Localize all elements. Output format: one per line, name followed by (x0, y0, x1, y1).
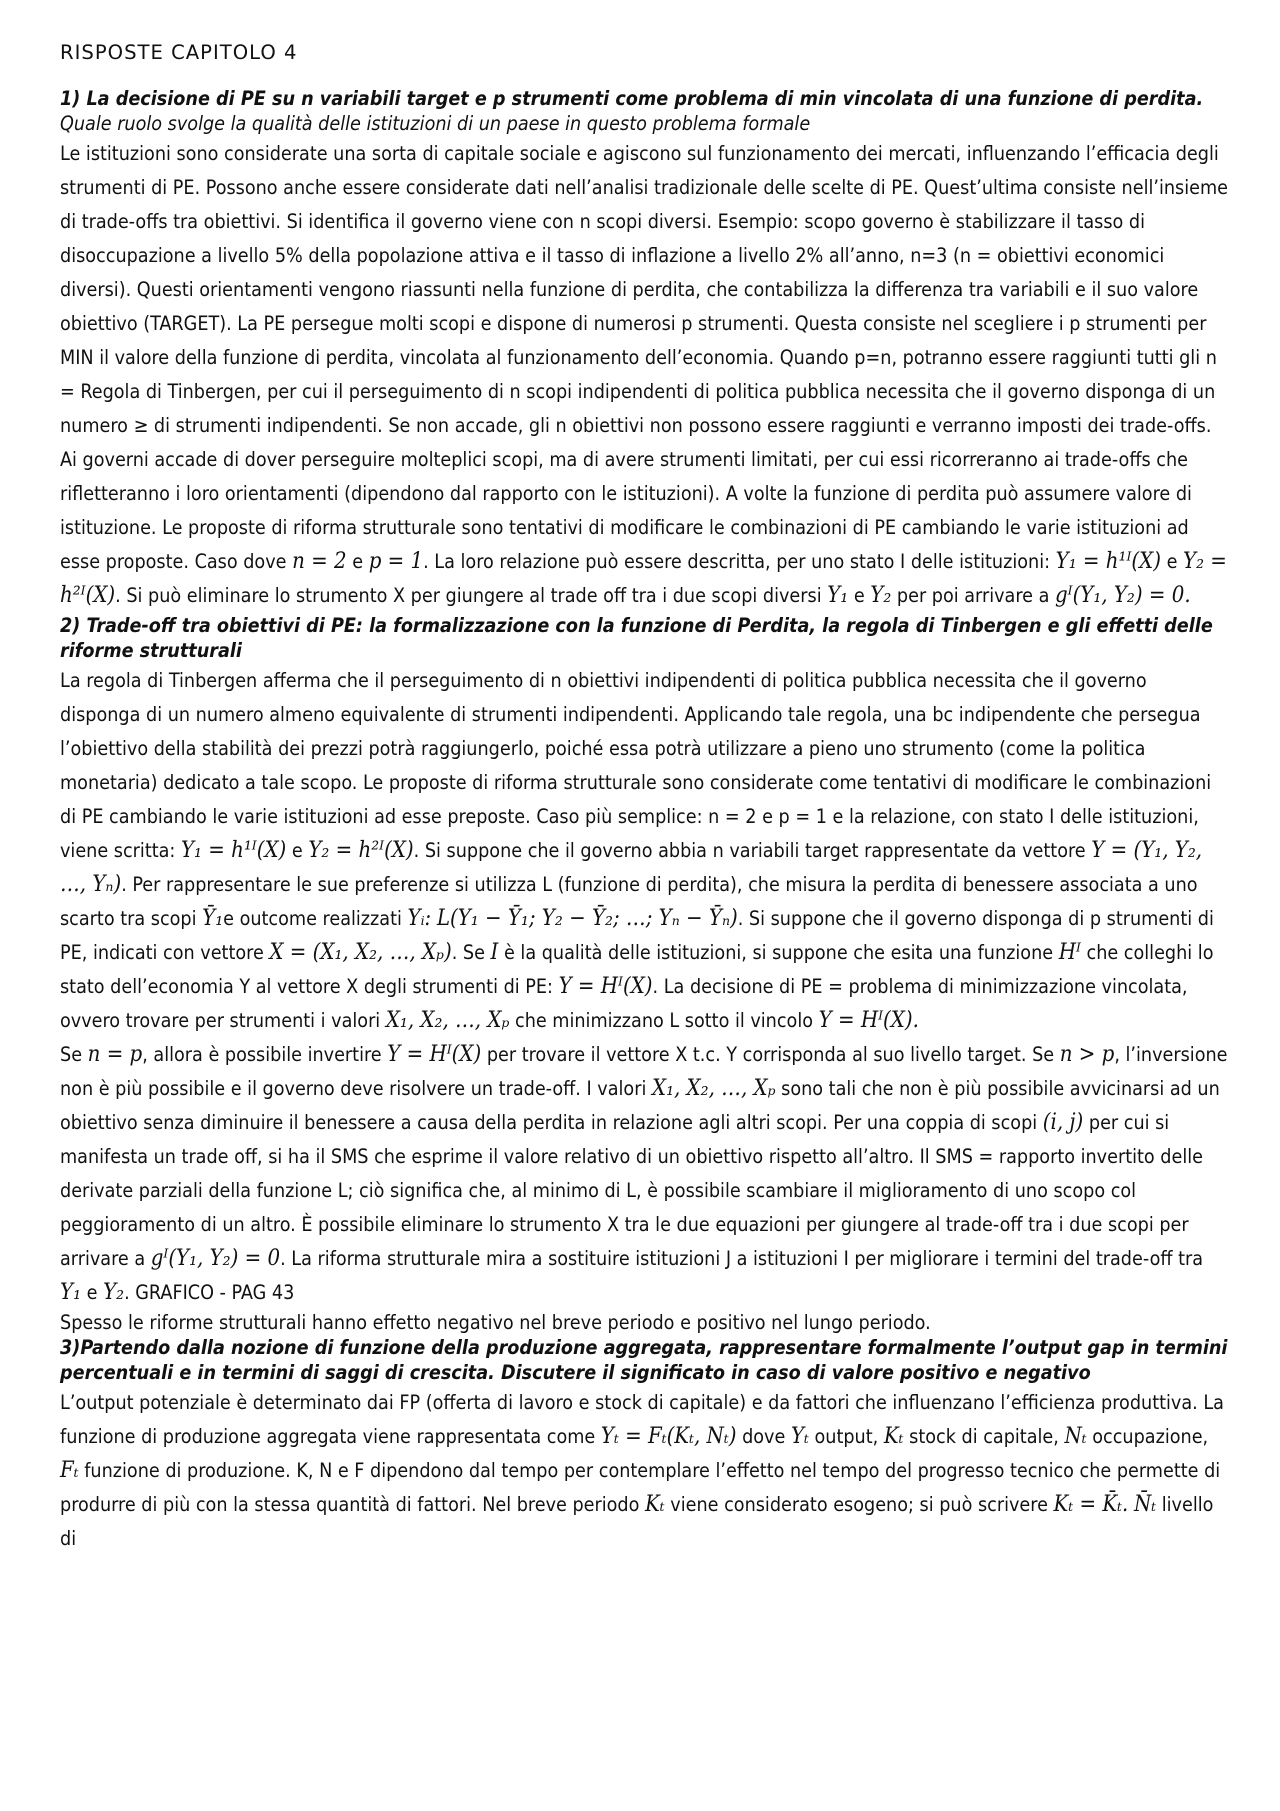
equation: gᴵ(Y₁, Y₂) = 0 (150, 1245, 281, 1271)
answer-2-text: . Per rappresentare le sue preferenze si utilizza L (funzione di perdita), che misura la perdita di benessere associata a uno scarto tra scopi (60, 872, 1198, 930)
equation: Y₁ = h¹ᴵ(X) (180, 837, 287, 863)
equation: Fₜ (60, 1457, 79, 1483)
equation: Y₁ = h¹ᴵ(X) (1055, 548, 1161, 574)
question-1-title: 1) La decisione di PE su n variabili target e p strumenti come problema di min vincolata di una funzione di perdita. (60, 87, 1204, 110)
answer-2-text: per cui si manifesta un trade off, si ha il SMS che esprime il valore relativo di un obiettivo rispetto all’altro. Il SMS = rapporto invertito delle derivate parziali della funzione L; ciò significa che, al minimo di L, è possibile scambiare il miglioramento di uno scopo col peggioramento di un altro. È possibile eliminare lo strumento X tra le due equazioni per giungere al trade-off tra i due scopi per arrivare a (60, 1110, 1203, 1270)
equation: Y₂ (103, 1279, 125, 1305)
answer-1-text-a: Le istituzioni sono considerate una sorta di capitale sociale e agiscono sul funzionamento dei mercati, influenzando l’efficacia degli strumenti di PE. Possono anche essere considerate dati nell’analisi tradizionale delle scelte di PE. Quest’ultima consiste nell’insieme di trade-offs tra obiettivi. Si identifica il governo viene con n scopi diversi. Esempio: scopo governo è stabilizzare il tasso di disoccupazione a livello 5% della popolazione attiva e il tasso di inflazione a livello 2% all’anno, n=3 (n = obiettivi economici diversi). Questi orientamenti vengono riassunti nella funzione di perdita, che contabilizza la differenza tra variabili e il suo valore obiettivo (TARGET). La PE persegue molti scopi e dispone di numerosi p strumenti. Questa consiste nel scegliere i p strumenti per MIN il valore della funzione di perdita, vincolata al funzionamento dell’economia. Quando p=n, potranno essere raggiunti tutti gli n = Regola di Tinbergen, per cui il perseguimento di n scopi indipendenti di politica pubblica necessita che il governo disponga di un numero ≥ di strumenti indipendenti. Se non accade, gli n obiettivi non possono essere raggiunti e verranno imposti dei trade-offs. Ai governi accade di dover perseguire molteplici scopi, ma di avere strumenti limitati, per cui essi ricorreranno ai trade-offs che rifletteranno i loro orientamenti (dipendono dal rapporto con le istituzioni). A volte la funzione di perdita può assumere valore di istituzione. Le proposte di riforma strutturale sono tentativi di modificare le combinazioni di PE cambiando le varie istituzioni ad esse proposte. Caso dove (60, 141, 1228, 573)
equation: n = p (87, 1041, 143, 1067)
equation: X = (X₁, X₂, …, Xₚ) (269, 939, 452, 965)
answer-1-text-c: . Si può eliminare lo strumento X per giungere al trade off tra i due scopi diversi (115, 583, 822, 607)
question-1-subtitle: Quale ruolo svolge la qualità delle istituzioni di un paese in questo problema formale (60, 112, 811, 136)
answer-2-text: che minimizzano L sotto il vincolo (515, 1008, 814, 1032)
answer-2-text: per trovare il vettore X t.c. Y corrisponda al suo livello target. Se (486, 1042, 1055, 1066)
equation: Yᵢ: (407, 905, 432, 931)
equation: Kₜ = K̄ₜ. (1053, 1491, 1129, 1517)
answer-1-text-b: . La loro relazione può essere descritta, per uno stato I delle istituzioni: (423, 549, 1051, 573)
equation: X₁, X₂, …, Xₚ (651, 1075, 776, 1101)
answer-2-text: , allora è possibile invertire (142, 1042, 382, 1066)
answer-3-text: L’output potenziale è determinato dai FP (offerta di lavoro e stock di capitale) e da fattori che influenzano l’efficienza produttiva. La funzione di produzione aggregata viene rappresentata come (60, 1390, 1224, 1448)
equation: Y = (Y₁, Y₂, …, Yₙ) (60, 837, 1203, 897)
answer-2-conclusion: Spesso le riforme strutturali hanno effetto negativo nel breve periodo e positivo nel lungo periodo. (60, 1310, 931, 1334)
equation: Y₁ (827, 582, 849, 608)
equation: Ȳ₁ (202, 905, 224, 931)
equation: n > p (1059, 1041, 1115, 1067)
equation: Y = Hᴵ(X) (558, 973, 653, 999)
answer-3-text: stock di capitale, (909, 1424, 1059, 1448)
answer-2-text: . Si suppone che il governo abbia n variabili target rappresentate da vettore (413, 838, 1086, 862)
answer-2-text: , l’inversione non è più possibile e il governo deve risolvere un trade-off. I valori (60, 1042, 1228, 1100)
equation: Y₂ (870, 582, 892, 608)
equation: I (490, 939, 499, 965)
equation: p = 1 (368, 548, 424, 574)
answer-3 (60, 1386, 1228, 1556)
equation: Y = Hᴵ(X) (387, 1041, 482, 1067)
answer-3-text: livello di (60, 1492, 1214, 1550)
answer-2-text: e outcome realizzati (223, 906, 402, 930)
equation: L(Y₁ − Ȳ₁; Y₂ − Ȳ₂; …; Yₙ − Ȳₙ) (436, 905, 738, 931)
answer-2-text: . Si suppone che il governo disponga di p strumenti di PE, indicati con vettore (60, 906, 1214, 964)
answer-2-text: sono tali che non è più possibile avvicinarsi ad un obiettivo senza diminuire il benessere a causa della perdita in relazione agli altri scopi. Per una coppia di scopi (60, 1076, 1220, 1134)
document-page (60, 41, 1228, 1556)
question-2-title: 2) Trade-off tra obiettivi di PE: la formalizzazione con la funzione di Perdita, la regola di Tinbergen e gli effetti delle riforme strutturali (60, 613, 1213, 663)
equation: N̄ₜ (1133, 1491, 1157, 1517)
equation: Y₂ = h²ᴵ(X) (60, 548, 1227, 608)
equation: n = 2 (292, 548, 347, 574)
equation: Y = Hᴵ(X). (818, 1007, 919, 1033)
answer-2-text: . Se (451, 940, 485, 964)
answer-3-text: output, (814, 1424, 879, 1448)
conjunction: e (1166, 549, 1178, 573)
answer-3-text: occupazione, (1092, 1424, 1209, 1448)
answer-3-text: viene considerato esogeno; si può scrivere (670, 1492, 1048, 1516)
answer-2-text: che colleghi lo stato dell’economia Y al vettore X degli strumenti di PE: (60, 940, 1214, 998)
answer-2-text: . La riforma strutturale mira a sostituire istituzioni J a istituzioni I per migliorare i termini del trade-off tra (280, 1246, 1204, 1270)
conjunction: e (291, 838, 303, 862)
answer-1 (60, 137, 1228, 613)
answer-2-continued (60, 1038, 1228, 1310)
equation: Nₜ (1064, 1423, 1087, 1449)
equation: Kₜ (883, 1423, 904, 1449)
cut-off-header: RISPOSTE CAPITOLO 4 (60, 41, 298, 64)
equation: (i, j) (1042, 1109, 1084, 1135)
answer-2-text: Se (60, 1042, 83, 1066)
conjunction: e (86, 1280, 98, 1304)
equation: X₁, X₂, …, Xₚ (385, 1007, 510, 1033)
answer-2-text: La regola di Tinbergen afferma che il perseguimento di n obiettivi indipendenti di politica pubblica necessita che il governo disponga di un numero almeno equivalente di strumenti indipendenti. Applicando tale regola, una bc indipendente che persegua l’obiettivo della stabilità dei prezzi potrà raggiungerlo, poiché essa potrà utilizzare a pieno uno strumento (come la politica monetaria) dedicato a tale scopo. Le proposte di riforma strutturale sono considerate come tentativi di modificare le combinazioni di PE cambiando le varie istituzioni ad esse preposte. Caso più semplice: n = 2 e p = 1 e la relazione, con stato I delle istituzioni, viene scritta: (60, 668, 1212, 862)
equation: Y₁ (60, 1279, 81, 1305)
graph-reference: . GRAFICO - PAG 43 (124, 1280, 295, 1304)
conjunction: e (853, 583, 865, 607)
equation: Y₂ = h²ᴵ(X) (308, 837, 414, 863)
answer-1-text-d: per poi arrivare a (896, 583, 1050, 607)
equation: Kₜ (645, 1491, 665, 1517)
answer-2-text: è la qualità delle istituzioni, si suppone che esita una funzione (503, 940, 1054, 964)
answer-3-text: dove (742, 1424, 786, 1448)
equation: Yₜ (790, 1423, 809, 1449)
answer-3-text: funzione di produzione. K, N e F dipendono dal tempo per contemplare l’effetto nel tempo del progresso tecnico che permette di produrre di più con la stessa quantità di fattori. Nel breve periodo (60, 1458, 1221, 1516)
equation: Hᴵ (1058, 939, 1081, 965)
equation: gᴵ(Y₁, Y₂) = 0. (1055, 582, 1191, 608)
answer-2 (60, 664, 1228, 1038)
answer-2-text: . La decisione di PE = problema di minimizzazione vincolata, ovvero trovare per strumenti i valori (60, 974, 1188, 1032)
question-3-title: 3)Partendo dalla nozione di funzione della produzione aggregata, rappresentare formalmente l’output gap in termini percentuali e in termini di saggi di crescita. Discutere il significato in caso di valore positivo e negativo (60, 1336, 1228, 1385)
equation: Yₜ = Fₜ(Kₜ, Nₜ) (600, 1423, 737, 1449)
conjunction: e (352, 549, 364, 573)
